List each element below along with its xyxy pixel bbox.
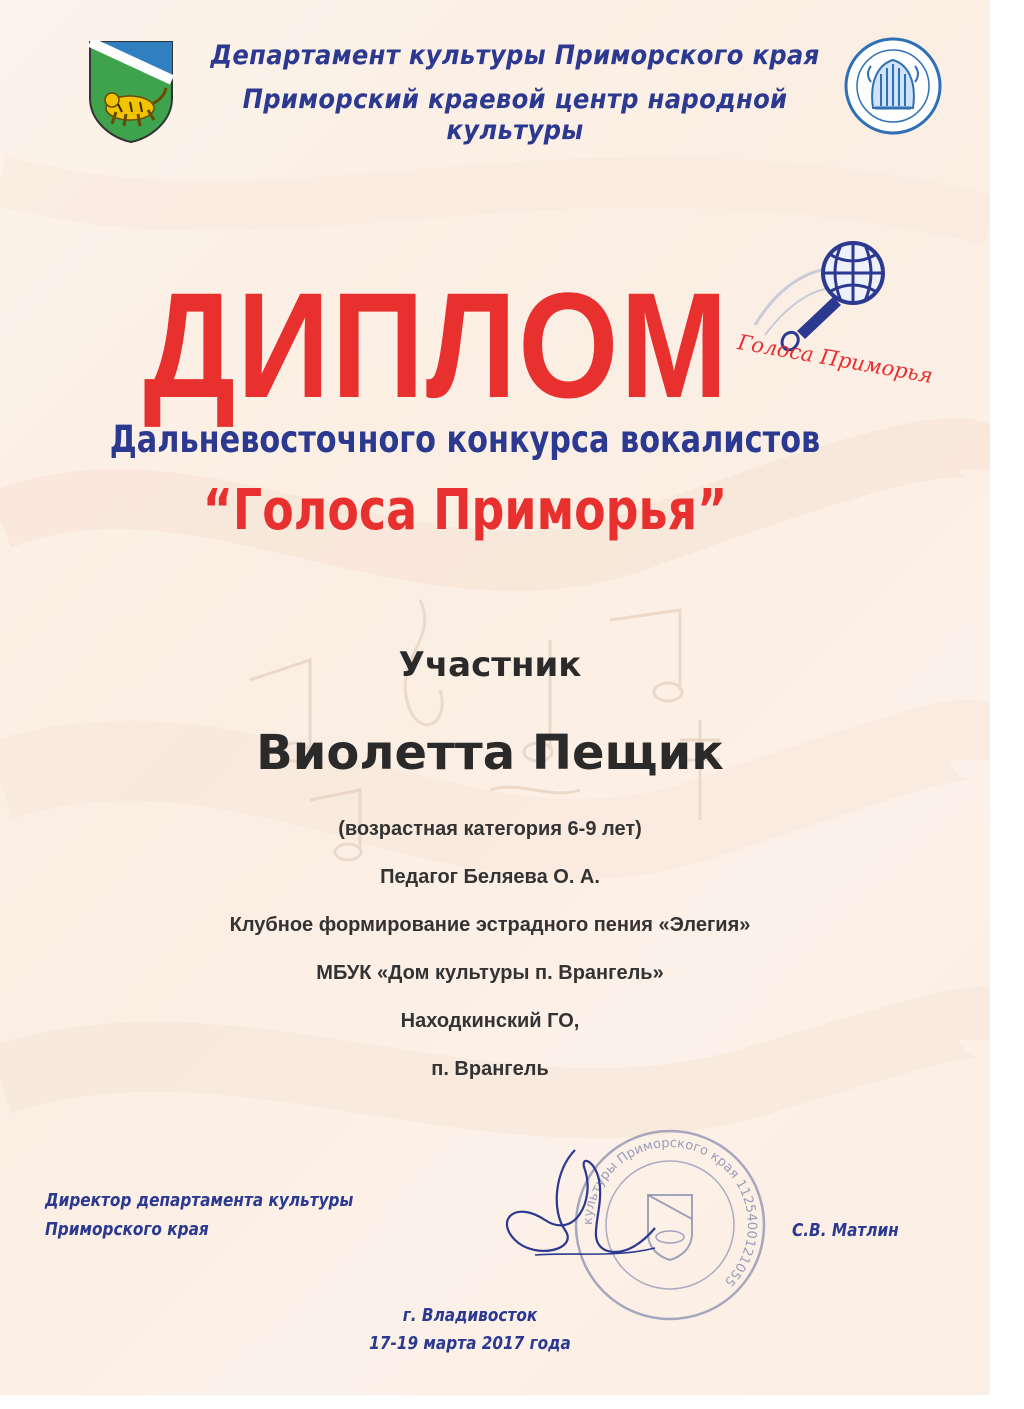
participant-role: Участник [398,645,582,685]
age-category: (возрастная категория 6-9 лет) [338,818,642,840]
diploma-title: ДИПЛОМ [143,261,730,429]
stamp-ring-text: культуры Приморского края 1125400121055 [580,1135,760,1290]
signer-name: С.В. Матлин [792,1220,899,1241]
signer-position-line2: Приморского края [45,1219,209,1240]
header-department: Департамент культуры Приморского края [210,40,820,71]
signer-position-line1: Директор департамента культуры [45,1190,354,1211]
contest-subtitle: Дальневосточного конкурса вокалистов [109,418,821,461]
coat-of-arms-icon [88,40,174,144]
handwritten-signature [495,1140,665,1280]
contest-logo-caption: Голоса Приморья [735,330,935,388]
folk-center-emblem-icon [843,36,943,136]
district-name: Находкинский ГО, [400,1010,580,1032]
event-dates: 17-19 марта 2017 года [369,1333,571,1354]
settlement-name: п. Врангель [431,1058,549,1080]
participant-name: Виолетта Пещик [256,725,724,781]
header-center: Приморский краевой центр народной культуры [242,84,788,146]
teacher-name: Педагог Беляева О. А. [380,866,600,888]
contest-name: “Голоса Приморья” [202,478,728,543]
club-name: Клубное формирование эстрадного пения «Элегия» [229,914,751,936]
city: г. Владивосток [402,1305,538,1326]
institution-name: МБУК «Дом культуры п. Врангель» [316,962,664,984]
